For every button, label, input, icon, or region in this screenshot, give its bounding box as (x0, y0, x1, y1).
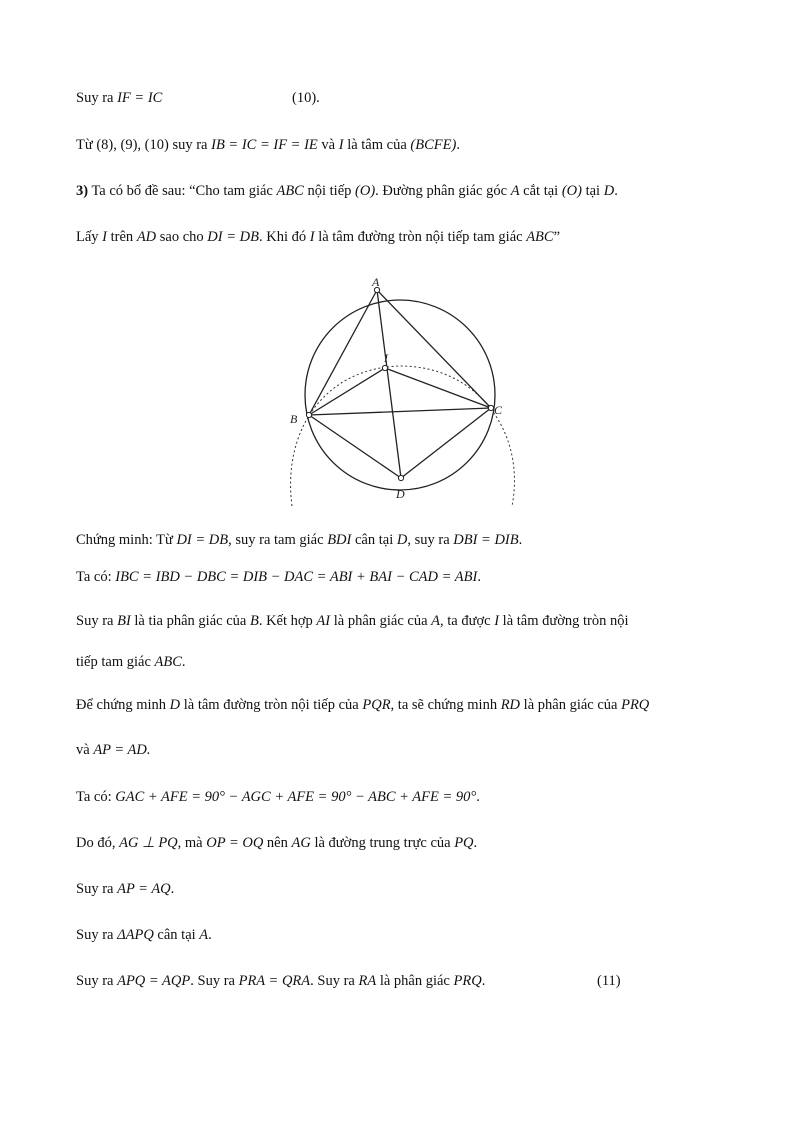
segment-BC (309, 408, 491, 415)
text: . (208, 927, 212, 943)
math: AP = AQ (117, 881, 171, 897)
text-line-9 (76, 695, 649, 715)
text-line-11 (76, 787, 480, 807)
math: I (338, 137, 344, 153)
text: , suy ra (407, 532, 454, 548)
math: IB = IC = IF = IE (211, 137, 318, 153)
math: BI (117, 613, 131, 629)
math: AG ⊥ PQ (119, 835, 178, 851)
math: PQR (362, 697, 391, 713)
math: RA (358, 973, 377, 989)
text: Chứng minh: Từ (76, 532, 177, 548)
text: là tâm đường tròn nội (499, 613, 629, 629)
text: nên (263, 835, 292, 851)
math: A (199, 927, 209, 943)
math: IBC = IBD − DBC = DIB − DAC = ABI + BAI − CAD = ABI (115, 569, 478, 585)
text: , ta sẽ chứng minh (390, 697, 501, 713)
text: . Suy ra (190, 973, 239, 989)
text: là đường trung trực của (310, 835, 455, 851)
text: là tâm đường tròn nội tiếp tam giác (314, 229, 527, 245)
text-line-7 (76, 611, 629, 631)
label-C: C (494, 403, 503, 417)
text: , suy ra tam giác (228, 532, 328, 548)
label-I: I (384, 351, 388, 365)
math: I (309, 229, 315, 245)
text: Lấy (76, 229, 103, 245)
figure-svg (280, 270, 520, 515)
text: . (181, 654, 186, 670)
text-line-3 (76, 181, 618, 201)
math: D (396, 532, 408, 548)
math: A (510, 183, 520, 199)
text: Suy ra (76, 613, 118, 629)
math: (BCFE) (410, 137, 457, 153)
math: (O) (561, 183, 582, 199)
point-C (488, 405, 493, 410)
text: là phân giác của (330, 613, 432, 629)
text: Suy ra (76, 973, 118, 989)
text: . (456, 137, 460, 153)
math: ABC (276, 183, 304, 199)
text-line-10 (76, 740, 151, 760)
equation-tag: (11) (597, 973, 621, 989)
math: PRQ (453, 973, 482, 989)
math: (O) (355, 183, 376, 199)
text: , mà (177, 835, 207, 851)
math: ΔAPQ (117, 927, 154, 943)
math: D (603, 183, 615, 199)
text: . (481, 973, 486, 989)
text: nội tiếp (303, 183, 356, 199)
math: ABC (526, 229, 554, 245)
segment-CD (401, 408, 491, 478)
math: PRQ (621, 697, 650, 713)
text-line-5 (76, 530, 522, 550)
text: Ta có: (76, 569, 116, 585)
text: . (614, 183, 618, 199)
text-line-2 (76, 135, 460, 155)
text: . Kết hợp (258, 613, 317, 629)
math: A (431, 613, 441, 629)
segment-BD (309, 415, 401, 478)
text: cắt tại (519, 183, 562, 199)
math: AD (136, 229, 157, 245)
text-line-14 (76, 925, 212, 945)
math: AI (316, 613, 331, 629)
text: . (476, 789, 480, 805)
text-line-1 (76, 88, 320, 108)
text-line-8 (76, 652, 186, 672)
text: là phân giác của (520, 697, 622, 713)
segment-BI (309, 368, 385, 415)
segment-AC (377, 290, 491, 408)
text: . Suy ra (310, 973, 359, 989)
math: B (249, 613, 259, 629)
text: . (518, 532, 523, 548)
text: Ta có: (76, 789, 116, 805)
text: là phân giác (376, 973, 454, 989)
geometry-figure (280, 270, 520, 515)
math: DI = DB (207, 229, 259, 245)
point-D (398, 475, 403, 480)
text: là tia phân giác của (130, 613, 250, 629)
text-line-6 (76, 567, 481, 587)
math: IF = IC (117, 90, 163, 106)
text: sao cho (156, 229, 208, 245)
text: . (473, 835, 478, 851)
math: BDI (327, 532, 352, 548)
math: DBI = DIB (453, 532, 519, 548)
segment-AD (377, 290, 401, 478)
math: D (169, 697, 181, 713)
math: ABC (154, 654, 182, 670)
equation-tag: (10). (292, 90, 320, 106)
text: Suy ra (76, 927, 118, 943)
segment-IC (385, 368, 491, 408)
math: PRA = QRA (238, 973, 311, 989)
text: Ta có bổ đề sau: “Cho tam giác (88, 183, 277, 199)
point-I (382, 365, 387, 370)
text-line-13 (76, 879, 174, 899)
point-B (306, 412, 311, 417)
text: tại (581, 183, 604, 199)
math: DI = DB (176, 532, 229, 548)
item-number: 3) (76, 183, 89, 199)
text: tiếp tam giác (76, 654, 155, 670)
text: Suy ra (76, 881, 118, 897)
math: GAC + AFE = 90° − AGC + AFE = 90° − ABC + AFE = 90° (115, 789, 477, 805)
text: . Khi đó (258, 229, 310, 245)
label-D: D (396, 487, 405, 501)
label-A: A (372, 275, 380, 289)
math: I (102, 229, 108, 245)
text: Để chứng minh (76, 697, 170, 713)
text: ” (553, 229, 561, 245)
text: là tâm đường tròn nội tiếp của (180, 697, 363, 713)
math: APQ = AQP (117, 973, 191, 989)
text: . Đường phân giác góc (375, 183, 511, 199)
math: AP = AD. (93, 742, 151, 758)
text: . (477, 569, 481, 585)
circumcircle (305, 300, 495, 490)
text: Do đó, (76, 835, 120, 851)
label-B: B (290, 412, 298, 426)
text: trên (107, 229, 137, 245)
text-line-15 (76, 971, 621, 991)
math: AG (291, 835, 311, 851)
text: và (76, 742, 94, 758)
text-line-12 (76, 833, 477, 853)
text: . (170, 881, 175, 897)
math: PQ (454, 835, 474, 851)
text: cân tại (153, 927, 200, 943)
text: là tâm của (343, 137, 411, 153)
text: và (317, 137, 339, 153)
math: RD (500, 697, 521, 713)
text: Từ (8), (9), (10) suy ra (76, 137, 212, 153)
text: cân tại (351, 532, 397, 548)
text: Suy ra (76, 90, 118, 106)
math: OP = OQ (206, 835, 264, 851)
math: I (494, 613, 500, 629)
text: , ta được (440, 613, 495, 629)
segment-AB (309, 290, 377, 415)
text-line-4 (76, 227, 560, 247)
